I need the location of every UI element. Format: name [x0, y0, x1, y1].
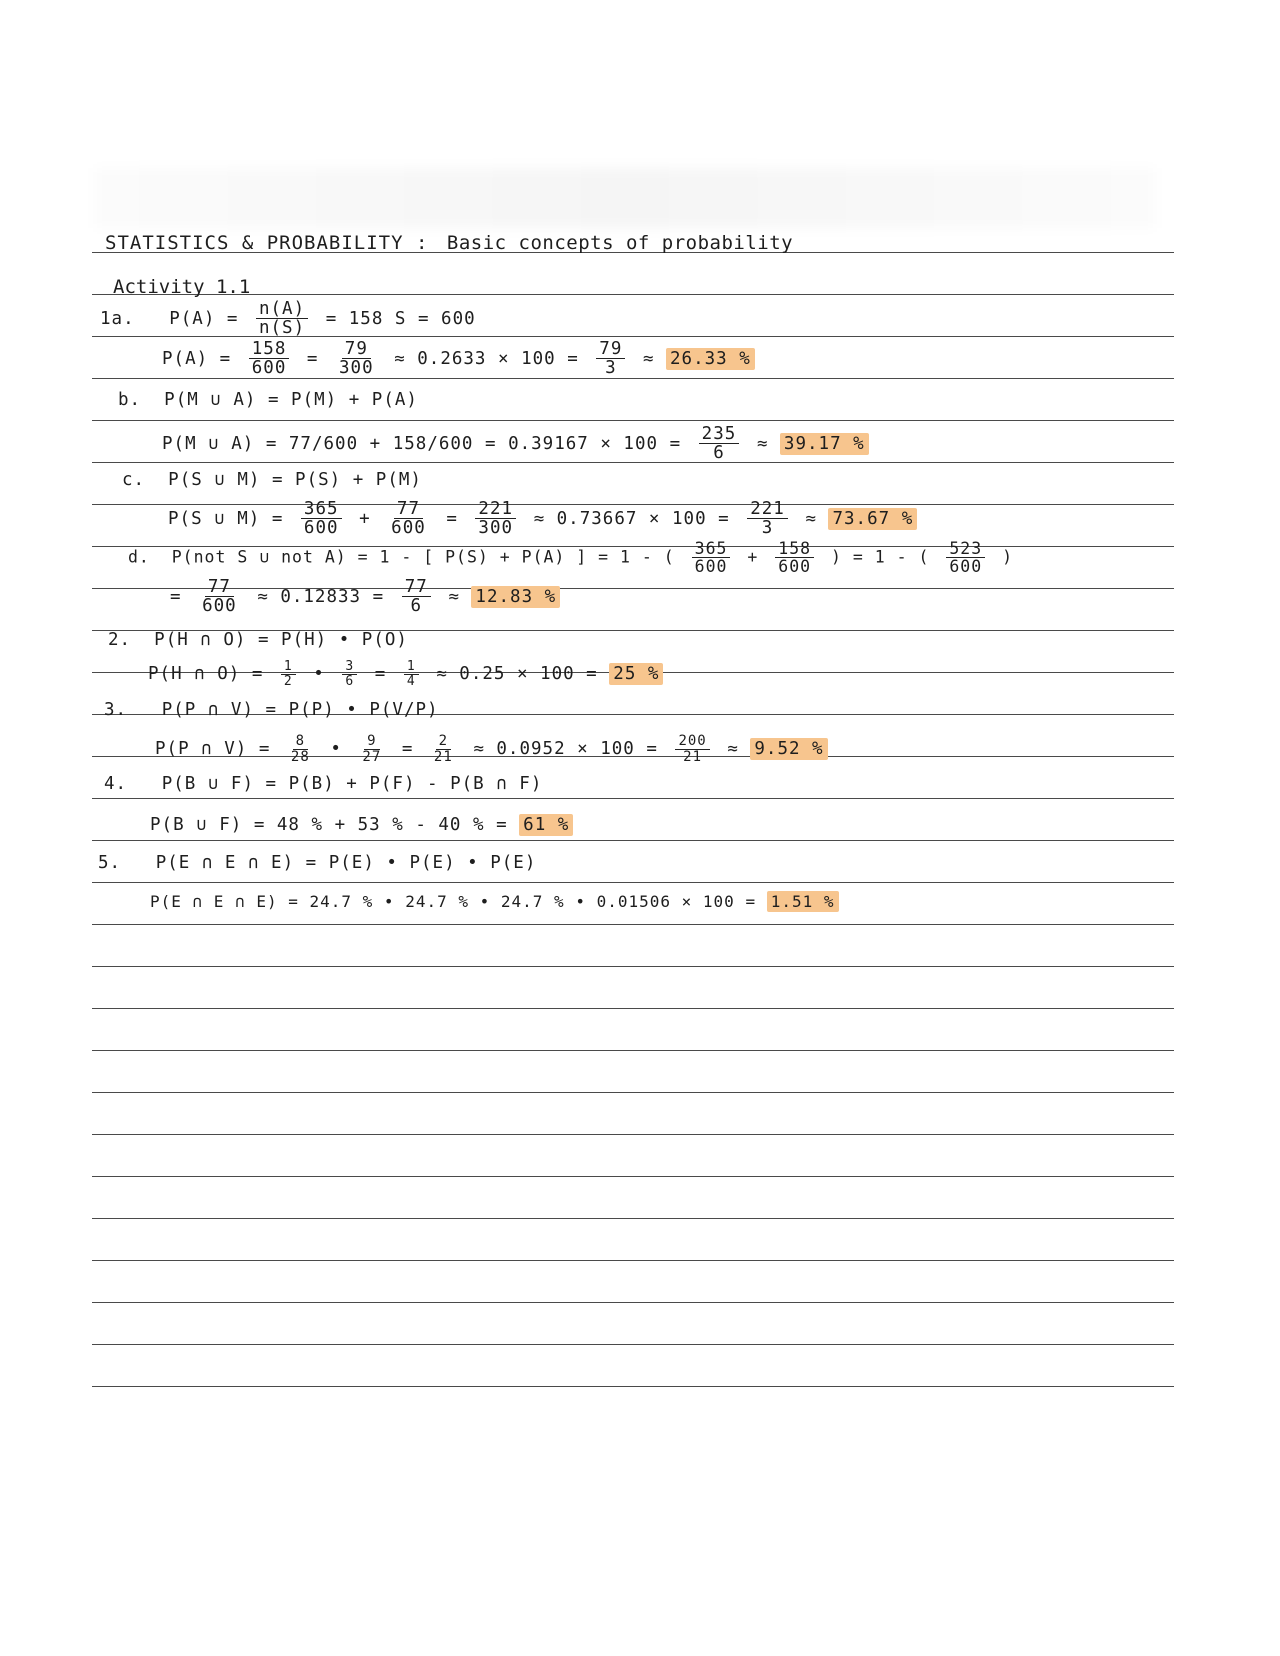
expr-text: ≈	[642, 348, 655, 369]
numerator: 1	[281, 660, 296, 675]
answer-highlight: 39.17 %	[780, 433, 869, 455]
numerator: 365	[301, 500, 342, 519]
item-label: 4.	[104, 774, 128, 794]
expr-text: P(H ∩ O) = P(H) • P(O)	[154, 630, 408, 650]
expr-text: P(A) =	[162, 348, 232, 369]
numerator: 221	[475, 500, 516, 519]
denominator: 21	[433, 748, 453, 765]
rule-line	[92, 1260, 1174, 1261]
numerator: 158	[775, 540, 814, 558]
expr-text: •	[313, 664, 325, 685]
rule-line	[92, 882, 1174, 883]
denominator: 300	[478, 518, 514, 539]
expr-text: ≈ 0.12833 =	[257, 586, 385, 607]
title-main: STATISTICS & PROBABILITY :	[105, 232, 429, 254]
line-3-calc	[155, 734, 828, 764]
denominator: 4	[406, 673, 416, 689]
numerator: 9	[364, 734, 379, 750]
expr-text: ≈ 0.73667 × 100 =	[533, 508, 730, 529]
line-4-calc	[150, 815, 573, 835]
numerator: 77	[394, 500, 423, 519]
item-label: 1a.	[100, 308, 135, 329]
rule-line	[92, 420, 1174, 421]
expr-text: P(A) =	[169, 308, 239, 329]
line-3	[104, 700, 439, 720]
item-label: b.	[118, 390, 142, 410]
fraction	[281, 660, 296, 688]
fraction	[342, 660, 357, 688]
expr-text: ≈	[756, 433, 769, 454]
answer-highlight: 9.52 %	[750, 738, 827, 760]
denominator: 600	[949, 557, 983, 577]
activity-heading: Activity 1.1	[113, 276, 251, 298]
denominator: 600	[303, 518, 339, 539]
line-1d-calc	[170, 578, 560, 616]
numerator: 2	[436, 734, 451, 750]
rule-line	[92, 1344, 1174, 1345]
rule-line	[92, 1134, 1174, 1135]
numerator: 79	[342, 340, 371, 359]
fraction	[692, 540, 731, 576]
fraction	[199, 578, 240, 616]
line-1c	[122, 470, 422, 490]
item-label: 3.	[104, 700, 128, 720]
numerator: 1	[404, 660, 419, 675]
rule-line	[92, 1050, 1174, 1051]
expr-text: P(P ∩ V) =	[155, 739, 271, 760]
fraction	[404, 660, 419, 688]
expr-text: P(M ∪ A) = P(M) + P(A)	[164, 390, 418, 410]
denominator: 600	[694, 557, 728, 577]
line-5	[98, 853, 536, 873]
answer-highlight: 12.83 %	[471, 586, 560, 608]
line-1d	[128, 540, 1013, 576]
item-label: 2.	[108, 630, 132, 650]
fraction	[747, 500, 788, 538]
rule-line	[92, 840, 1174, 841]
line-1b-calc	[162, 425, 869, 463]
item-label: d.	[128, 547, 150, 567]
numerator: 3	[342, 660, 357, 675]
rule-line	[92, 966, 1174, 967]
rule-line	[92, 1218, 1174, 1219]
expr-text: P(M ∪ A) = 77/600 + 158/600 = 0.39167 × 100 =	[162, 433, 682, 454]
numerator: 158	[249, 340, 290, 359]
expr-text: =	[446, 508, 458, 529]
expr-text: = 158 S = 600	[325, 308, 476, 329]
answer-highlight: 25 %	[609, 663, 663, 685]
expr-text: =	[374, 664, 387, 685]
denominator: 3	[761, 518, 774, 539]
denominator: 28	[290, 748, 310, 765]
fraction	[288, 734, 313, 764]
numerator: 77	[402, 578, 431, 597]
scan-smudge	[95, 168, 1155, 228]
expr-text: ≈ 0.2633 × 100 =	[394, 348, 579, 369]
line-1a	[100, 300, 476, 338]
fraction	[388, 500, 429, 538]
rule-line	[92, 1302, 1174, 1303]
expr-text: P(S ∪ M) =	[168, 508, 284, 529]
fraction	[596, 340, 625, 378]
expr-text: ) = 1 - (	[831, 547, 930, 567]
rule-line	[92, 798, 1174, 799]
fraction	[301, 500, 342, 538]
fraction	[699, 425, 740, 463]
denominator: 6	[410, 596, 423, 617]
denominator: 6	[345, 673, 355, 689]
denominator: 27	[362, 748, 382, 765]
item-label: 5.	[98, 853, 122, 873]
page-title	[105, 232, 793, 254]
expr-text: ≈ 0.25 × 100 =	[436, 664, 598, 685]
title-sub: Basic concepts of probability	[446, 232, 794, 254]
denominator: 21	[683, 748, 703, 765]
denominator: 600	[251, 358, 287, 379]
expr-text: P(not S ∪ not A) = 1 - [ P(S) + P(A) ] = 1 - (	[171, 547, 675, 567]
numerator: 365	[692, 540, 731, 558]
denominator: 600	[391, 518, 426, 539]
line-1c-calc	[168, 500, 917, 538]
numerator: 235	[699, 425, 740, 444]
fraction	[336, 340, 377, 378]
fraction	[675, 734, 709, 764]
rule-line	[92, 1176, 1174, 1177]
numerator: 523	[946, 540, 985, 558]
expr-text: P(P ∩ V) = P(P) • P(V/P)	[161, 700, 439, 720]
fraction	[402, 578, 431, 616]
denominator: 2	[283, 673, 293, 689]
line-1a-calc	[162, 340, 755, 378]
expr-text: =	[401, 739, 414, 760]
expr-text: P(E ∩ E ∩ E) = 24.7 % • 24.7 % • 24.7 % • 0.01506 × 100 =	[150, 892, 757, 911]
expr-text: =	[170, 586, 182, 607]
fraction	[431, 734, 456, 764]
numerator: 8	[293, 734, 308, 750]
expr-text: +	[747, 547, 759, 567]
answer-highlight: 26.33 %	[666, 348, 755, 370]
numerator: 77	[205, 578, 234, 597]
denominator: 6	[713, 443, 725, 464]
numerator: 200	[675, 734, 709, 750]
rule-line	[92, 1092, 1174, 1093]
answer-highlight: 1.51 %	[767, 891, 839, 912]
expr-text: P(B ∪ F) = P(B) + P(F) - P(B ∩ F)	[161, 774, 543, 794]
fraction	[475, 500, 516, 538]
line-2-calc	[148, 660, 663, 688]
numerator: n(A)	[256, 300, 308, 319]
denominator: 3	[605, 358, 617, 379]
fraction	[256, 300, 308, 338]
line-5-calc	[150, 892, 839, 911]
item-label: c.	[122, 470, 146, 490]
denominator: 600	[778, 557, 812, 577]
line-2	[108, 630, 408, 650]
rule-line	[92, 924, 1174, 925]
denominator: n(S)	[258, 318, 306, 339]
denominator: 600	[202, 596, 237, 617]
expr-text: +	[359, 508, 371, 529]
expr-text: P(E ∩ E ∩ E) = P(E) • P(E) • P(E)	[155, 853, 537, 873]
rule-line	[92, 1386, 1174, 1387]
expr-text: )	[1002, 547, 1014, 567]
rule-line	[92, 1008, 1174, 1009]
line-1b	[118, 390, 418, 410]
line-4	[104, 774, 542, 794]
expr-text: •	[330, 739, 342, 760]
answer-highlight: 61 %	[519, 814, 573, 836]
fraction	[359, 734, 384, 764]
fraction	[946, 540, 985, 576]
expr-text: ≈ 0.0952 × 100 =	[473, 739, 658, 760]
expr-text: P(B ∪ F) = 48 % + 53 % - 40 % =	[150, 815, 508, 835]
expr-text: P(H ∩ O) =	[148, 664, 264, 685]
expr-text: =	[306, 348, 319, 369]
denominator: 300	[339, 358, 374, 379]
answer-highlight: 73.67 %	[828, 508, 917, 530]
expr-text: ≈	[448, 586, 460, 607]
fraction	[249, 340, 290, 378]
expr-text: ≈	[727, 739, 739, 760]
fraction	[775, 540, 814, 576]
numerator: 79	[596, 340, 625, 359]
expr-text: ≈	[805, 508, 817, 529]
expr-text: P(S ∪ M) = P(S) + P(M)	[168, 470, 422, 490]
numerator: 221	[747, 500, 788, 519]
rule-line	[92, 294, 1174, 295]
rule-line	[92, 378, 1174, 379]
